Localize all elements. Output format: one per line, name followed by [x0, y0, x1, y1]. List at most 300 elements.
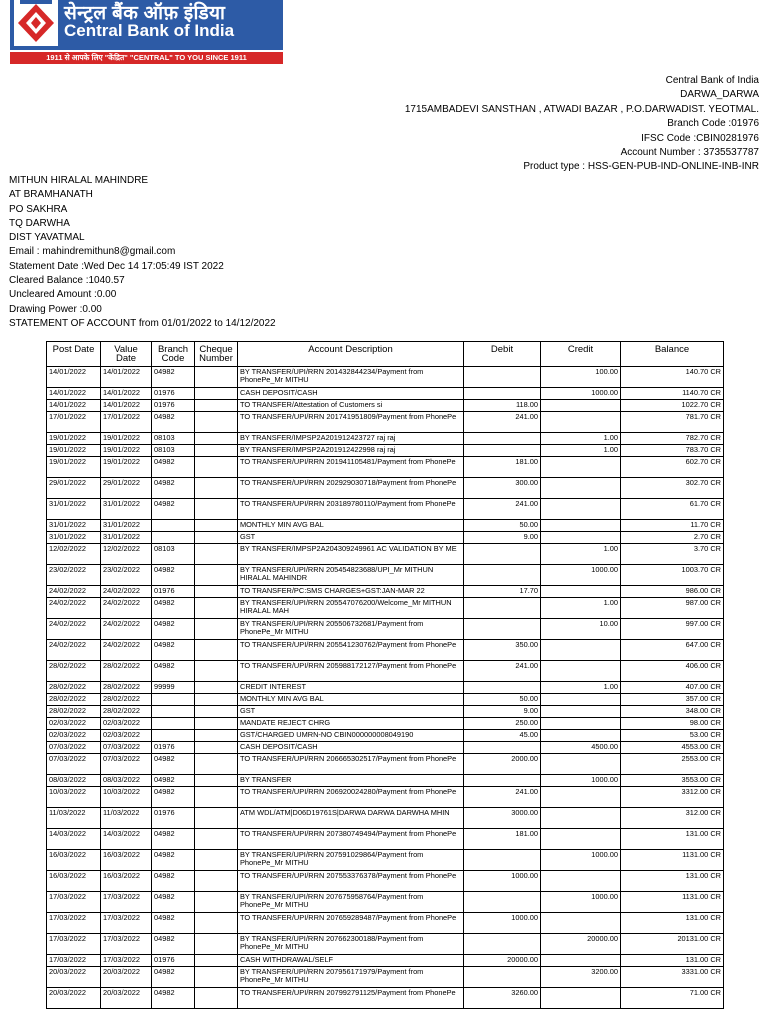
cell-cheque-number [195, 967, 238, 988]
cell-description: CREDIT INTEREST [238, 682, 464, 694]
cell-cheque-number [195, 598, 238, 619]
cell-post-date: 28/02/2022 [47, 694, 101, 706]
cell-value-date: 28/02/2022 [101, 661, 152, 682]
cell-balance: 11.70 CR [621, 520, 724, 532]
cell-value-date: 20/03/2022 [101, 967, 152, 988]
table-row [47, 730, 724, 742]
cell-description: GST [238, 706, 464, 718]
table-row [47, 808, 724, 829]
cell-branch-code: 01976 [152, 400, 195, 412]
cell-post-date: 24/02/2022 [47, 640, 101, 661]
logo-english-name: Central Bank of India [64, 21, 235, 40]
cell-balance: 782.70 CR [621, 433, 724, 445]
cell-cheque-number [195, 457, 238, 478]
cell-credit: 10.00 [541, 619, 621, 640]
ifsc-code: IFSC Code :CBIN0281976 [641, 132, 759, 144]
table-row [47, 787, 724, 808]
cell-description: TO TRANSFER/UPI/RRN 202929030718/Payment from PhonePe [238, 478, 464, 499]
cell-description: TO TRANSFER/UPI/RRN 207659289487/Payment from PhonePe [238, 913, 464, 934]
table-row [47, 619, 724, 640]
cell-description: BY TRANSFER/IMPSP2A204309249961 AC VALIDATION BY ME [238, 544, 464, 565]
cell-debit: 1000.00 [464, 913, 541, 934]
cell-cheque-number [195, 682, 238, 694]
cell-value-date: 14/01/2022 [101, 400, 152, 412]
cell-credit [541, 586, 621, 598]
cell-cheque-number [195, 412, 238, 433]
cell-debit [464, 565, 541, 586]
cell-balance: 1131.00 CR [621, 850, 724, 871]
cell-balance: 1140.70 CR [621, 388, 724, 400]
table-row [47, 520, 724, 532]
cell-credit: 1.00 [541, 598, 621, 619]
cell-branch-code: 04982 [152, 598, 195, 619]
table-row [47, 412, 724, 433]
cell-value-date: 29/01/2022 [101, 478, 152, 499]
cell-cheque-number [195, 433, 238, 445]
cell-debit [464, 388, 541, 400]
cell-credit [541, 412, 621, 433]
cell-value-date: 20/03/2022 [101, 988, 152, 1009]
cell-description: TO TRANSFER/UPI/RRN 207992791125/Payment from PhonePe [238, 988, 464, 1009]
cell-branch-code: 04982 [152, 829, 195, 850]
table-row [47, 640, 724, 661]
cell-credit [541, 718, 621, 730]
cell-cheque-number [195, 850, 238, 871]
cell-branch-code: 01976 [152, 586, 195, 598]
table-row [47, 934, 724, 955]
table-row [47, 871, 724, 892]
cell-cheque-number [195, 400, 238, 412]
cell-value-date: 23/02/2022 [101, 565, 152, 586]
cell-value-date: 17/03/2022 [101, 955, 152, 967]
column-header-cheque-number: Cheque Number [195, 342, 238, 367]
cell-description: BY TRANSFER/UPI/RRN 207956171979/Payment from PhonePe_Mr MITHU [238, 967, 464, 988]
cell-balance: 406.00 CR [621, 661, 724, 682]
cell-description: TO TRANSFER/UPI/RRN 205541230762/Payment from PhonePe [238, 640, 464, 661]
cell-description: GST [238, 532, 464, 544]
cell-post-date: 08/03/2022 [47, 775, 101, 787]
cell-debit [464, 544, 541, 565]
cell-debit [464, 850, 541, 871]
cell-branch-code: 04982 [152, 661, 195, 682]
cell-branch-code: 04982 [152, 754, 195, 775]
cleared-balance: Cleared Balance :1040.57 [9, 275, 125, 287]
cell-post-date: 07/03/2022 [47, 742, 101, 754]
cell-balance: 348.00 CR [621, 706, 724, 718]
cell-description: CASH DEPOSIT/CASH [238, 742, 464, 754]
cell-debit [464, 742, 541, 754]
cell-debit: 20000.00 [464, 955, 541, 967]
cell-debit: 181.00 [464, 829, 541, 850]
cell-cheque-number [195, 808, 238, 829]
cell-post-date: 23/02/2022 [47, 565, 101, 586]
cell-balance: 781.70 CR [621, 412, 724, 433]
cell-cheque-number [195, 388, 238, 400]
cell-debit [464, 619, 541, 640]
cell-cheque-number [195, 730, 238, 742]
column-header-balance: Balance [621, 342, 724, 367]
cell-branch-code: 04982 [152, 850, 195, 871]
table-row [47, 367, 724, 388]
cell-description: BY TRANSFER/IMPSP2A201912422998 raj raj [238, 445, 464, 457]
table-row [47, 598, 724, 619]
cell-balance: 357.00 CR [621, 694, 724, 706]
cell-description: TO TRANSFER/UPI/RRN 207553376378/Payment from PhonePe [238, 871, 464, 892]
cell-cheque-number [195, 694, 238, 706]
cell-value-date: 17/03/2022 [101, 913, 152, 934]
cell-post-date: 24/02/2022 [47, 586, 101, 598]
cell-branch-code: 01976 [152, 955, 195, 967]
cell-description: TO TRANSFER/UPI/RRN 201941105481/Payment from PhonePe [238, 457, 464, 478]
cell-debit: 50.00 [464, 520, 541, 532]
table-row [47, 955, 724, 967]
cell-credit: 4500.00 [541, 742, 621, 754]
cell-post-date: 31/01/2022 [47, 520, 101, 532]
cell-debit [464, 775, 541, 787]
cell-description: MONTHLY MIN AVG BAL [238, 694, 464, 706]
cell-cheque-number [195, 913, 238, 934]
cell-credit [541, 499, 621, 520]
cell-balance: 1131.00 CR [621, 892, 724, 913]
customer-name: MITHUN HIRALAL MAHINDRE [9, 175, 149, 186]
cell-value-date: 28/02/2022 [101, 694, 152, 706]
cell-debit [464, 934, 541, 955]
cell-balance: 997.00 CR [621, 619, 724, 640]
cell-branch-code [152, 730, 195, 742]
cell-cheque-number [195, 520, 238, 532]
cell-value-date: 17/03/2022 [101, 892, 152, 913]
cell-value-date: 14/01/2022 [101, 367, 152, 388]
cell-description: TO TRANSFER/UPI/RRN 201741951809/Payment from PhonePe [238, 412, 464, 433]
cell-cheque-number [195, 787, 238, 808]
cell-branch-code: 04982 [152, 934, 195, 955]
cell-branch-code: 01976 [152, 808, 195, 829]
cell-credit [541, 730, 621, 742]
cell-branch-code [152, 532, 195, 544]
cell-balance: 131.00 CR [621, 955, 724, 967]
table-row [47, 829, 724, 850]
cell-credit [541, 955, 621, 967]
cell-balance: 602.70 CR [621, 457, 724, 478]
cell-balance: 131.00 CR [621, 913, 724, 934]
table-row [47, 892, 724, 913]
cell-description: MANDATE REJECT CHRG [238, 718, 464, 730]
cell-post-date: 14/01/2022 [47, 367, 101, 388]
cell-post-date: 19/01/2022 [47, 445, 101, 457]
cell-description: BY TRANSFER/IMPSP2A201912423727 raj raj [238, 433, 464, 445]
cell-balance: 98.00 CR [621, 718, 724, 730]
cell-balance: 647.00 CR [621, 640, 724, 661]
cell-branch-code: 04982 [152, 457, 195, 478]
cell-debit: 241.00 [464, 412, 541, 433]
cell-branch-code: 04982 [152, 640, 195, 661]
table-row [47, 478, 724, 499]
cell-description: BY TRANSFER/UPI/RRN 205454823688/UPI_Mr MITHUN HIRALAL MAHINDR [238, 565, 464, 586]
cell-cheque-number [195, 871, 238, 892]
cell-cheque-number [195, 565, 238, 586]
cell-credit: 1.00 [541, 682, 621, 694]
cell-cheque-number [195, 988, 238, 1009]
cell-balance: 131.00 CR [621, 871, 724, 892]
cell-description: BY TRANSFER/UPI/RRN 207662300188/Payment from PhonePe_Mr MITHU [238, 934, 464, 955]
cell-balance: 20131.00 CR [621, 934, 724, 955]
cell-balance: 61.70 CR [621, 499, 724, 520]
table-row [47, 388, 724, 400]
bank-logo [10, 0, 283, 64]
cell-post-date: 16/03/2022 [47, 871, 101, 892]
cell-credit: 100.00 [541, 367, 621, 388]
cell-post-date: 12/02/2022 [47, 544, 101, 565]
cell-description: BY TRANSFER/UPI/RRN 205506732681/Payment from PhonePe_Mr MITHU [238, 619, 464, 640]
cell-value-date: 19/01/2022 [101, 433, 152, 445]
cell-description: TO TRANSFER/UPI/RRN 206665302517/Payment from PhonePe [238, 754, 464, 775]
cell-value-date: 14/01/2022 [101, 388, 152, 400]
cell-post-date: 14/01/2022 [47, 388, 101, 400]
cell-value-date: 31/01/2022 [101, 520, 152, 532]
cell-value-date: 16/03/2022 [101, 850, 152, 871]
cell-post-date: 24/02/2022 [47, 598, 101, 619]
cell-post-date: 17/03/2022 [47, 955, 101, 967]
cell-post-date: 24/02/2022 [47, 619, 101, 640]
cell-debit: 350.00 [464, 640, 541, 661]
cell-description: BY TRANSFER [238, 775, 464, 787]
customer-address-line: DIST YAVATMAL [9, 232, 85, 244]
cell-value-date: 28/02/2022 [101, 682, 152, 694]
cell-post-date: 28/02/2022 [47, 682, 101, 694]
cell-cheque-number [195, 445, 238, 457]
cell-post-date: 02/03/2022 [47, 730, 101, 742]
cell-post-date: 17/01/2022 [47, 412, 101, 433]
branch-bank-name: Central Bank of India [665, 75, 759, 86]
table-header-row [47, 342, 724, 367]
cell-cheque-number [195, 586, 238, 598]
cell-credit [541, 661, 621, 682]
table-row [47, 706, 724, 718]
cell-value-date: 07/03/2022 [101, 754, 152, 775]
cell-post-date: 19/01/2022 [47, 457, 101, 478]
cell-credit: 20000.00 [541, 934, 621, 955]
cell-debit: 181.00 [464, 457, 541, 478]
table-row [47, 661, 724, 682]
cell-debit: 241.00 [464, 661, 541, 682]
cell-credit: 1000.00 [541, 565, 621, 586]
cell-post-date: 17/03/2022 [47, 913, 101, 934]
customer-details [9, 174, 276, 331]
column-header-branch-code: Branch Code [152, 342, 195, 367]
cell-value-date: 02/03/2022 [101, 718, 152, 730]
cell-cheque-number [195, 661, 238, 682]
table-row [47, 565, 724, 586]
cell-debit [464, 892, 541, 913]
cell-credit [541, 988, 621, 1009]
cell-debit: 2000.00 [464, 754, 541, 775]
cell-cheque-number [195, 934, 238, 955]
cell-value-date: 28/02/2022 [101, 706, 152, 718]
cell-post-date: 16/03/2022 [47, 850, 101, 871]
cell-balance: 2553.00 CR [621, 754, 724, 775]
cell-debit [464, 445, 541, 457]
cell-credit [541, 787, 621, 808]
cell-balance: 2.70 CR [621, 532, 724, 544]
cell-debit: 9.00 [464, 706, 541, 718]
cell-description: BY TRANSFER/UPI/RRN 205547076200/Welcome_Mr MITHUN HIRALAL MAH [238, 598, 464, 619]
cell-value-date: 16/03/2022 [101, 871, 152, 892]
cell-cheque-number [195, 754, 238, 775]
cell-post-date: 17/03/2022 [47, 892, 101, 913]
cell-value-date: 17/03/2022 [101, 934, 152, 955]
cell-debit: 250.00 [464, 718, 541, 730]
cell-debit: 241.00 [464, 787, 541, 808]
table-row [47, 775, 724, 787]
cell-value-date: 19/01/2022 [101, 457, 152, 478]
cell-post-date: 07/03/2022 [47, 754, 101, 775]
cell-credit: 1000.00 [541, 892, 621, 913]
cell-cheque-number [195, 640, 238, 661]
cell-credit [541, 532, 621, 544]
cell-branch-code: 08103 [152, 445, 195, 457]
cell-balance: 1003.70 CR [621, 565, 724, 586]
cell-balance: 986.00 CR [621, 586, 724, 598]
cell-branch-code: 04982 [152, 478, 195, 499]
cell-description: TO TRANSFER/Attestation of Customers si [238, 400, 464, 412]
cell-post-date: 20/03/2022 [47, 967, 101, 988]
cell-credit [541, 457, 621, 478]
cell-value-date: 24/02/2022 [101, 619, 152, 640]
cell-branch-code: 04982 [152, 499, 195, 520]
cell-credit [541, 913, 621, 934]
table-row [47, 544, 724, 565]
cell-cheque-number [195, 706, 238, 718]
cell-value-date: 24/02/2022 [101, 640, 152, 661]
cell-debit [464, 682, 541, 694]
cell-cheque-number [195, 955, 238, 967]
cell-post-date: 10/03/2022 [47, 787, 101, 808]
table-row [47, 913, 724, 934]
cell-post-date: 31/01/2022 [47, 532, 101, 544]
product-type: Product type : HSS-GEN-PUB-IND-ONLINE-INB-INR [523, 161, 759, 173]
cell-balance: 407.00 CR [621, 682, 724, 694]
statement-date: Statement Date :Wed Dec 14 17:05:49 IST 2022 [9, 260, 224, 272]
cell-branch-code: 01976 [152, 742, 195, 754]
customer-email: Email : mahindremithun8@gmail.com [9, 246, 176, 258]
branch-details [405, 74, 759, 175]
cell-cheque-number [195, 532, 238, 544]
table-row [47, 499, 724, 520]
cell-value-date: 24/02/2022 [101, 598, 152, 619]
cell-credit [541, 694, 621, 706]
cell-cheque-number [195, 499, 238, 520]
cell-credit [541, 400, 621, 412]
cell-debit: 300.00 [464, 478, 541, 499]
cell-balance: 3312.00 CR [621, 787, 724, 808]
cell-branch-code: 04982 [152, 988, 195, 1009]
cell-balance: 3331.00 CR [621, 967, 724, 988]
table-row [47, 988, 724, 1009]
cell-cheque-number [195, 775, 238, 787]
table-row [47, 400, 724, 412]
cell-debit [464, 433, 541, 445]
cell-post-date: 14/01/2022 [47, 400, 101, 412]
cell-value-date: 24/02/2022 [101, 586, 152, 598]
cell-credit: 1.00 [541, 445, 621, 457]
cell-post-date: 28/02/2022 [47, 661, 101, 682]
cell-balance: 3.70 CR [621, 544, 724, 565]
column-header-debit: Debit [464, 342, 541, 367]
cell-debit: 9.00 [464, 532, 541, 544]
column-header-post-date: Post Date [47, 342, 101, 367]
cell-balance: 312.00 CR [621, 808, 724, 829]
cell-value-date: 14/03/2022 [101, 829, 152, 850]
cell-value-date: 12/02/2022 [101, 544, 152, 565]
cell-value-date: 08/03/2022 [101, 775, 152, 787]
cell-credit [541, 478, 621, 499]
cell-value-date: 10/03/2022 [101, 787, 152, 808]
cell-credit [541, 640, 621, 661]
cell-cheque-number [195, 367, 238, 388]
table-row [47, 694, 724, 706]
table-row [47, 445, 724, 457]
column-header-value-date: Value Date [101, 342, 152, 367]
cell-debit: 3260.00 [464, 988, 541, 1009]
cell-credit [541, 754, 621, 775]
cell-cheque-number [195, 619, 238, 640]
cell-credit: 1000.00 [541, 775, 621, 787]
cell-credit: 1.00 [541, 544, 621, 565]
cell-description: TO TRANSFER/UPI/RRN 206920024280/Payment from PhonePe [238, 787, 464, 808]
cell-cheque-number [195, 718, 238, 730]
account-number: Account Number : 3735537787 [620, 147, 759, 159]
drawing-power: Drawing Power :0.00 [9, 303, 102, 315]
cell-description: MONTHLY MIN AVG BAL [238, 520, 464, 532]
cell-credit: 3200.00 [541, 967, 621, 988]
cell-credit [541, 829, 621, 850]
cell-branch-code: 04982 [152, 565, 195, 586]
column-header-credit: Credit [541, 342, 621, 367]
cell-branch-code: 04982 [152, 871, 195, 892]
cell-value-date: 31/01/2022 [101, 532, 152, 544]
cell-debit: 1000.00 [464, 871, 541, 892]
cell-cheque-number [195, 742, 238, 754]
cell-description: ATM WDL/ATM|D06D19761S|DARWA DARWA DARWHA MHIN [238, 808, 464, 829]
cell-debit: 118.00 [464, 400, 541, 412]
cell-cheque-number [195, 892, 238, 913]
cell-branch-code: 04982 [152, 619, 195, 640]
cell-description: CASH WITHDRAWAL/SELF [238, 955, 464, 967]
cell-credit [541, 520, 621, 532]
logo-hindi-name: सेन्ट्रल बैंक ऑफ़ इंडिया [64, 3, 226, 24]
cell-value-date: 31/01/2022 [101, 499, 152, 520]
logo-banner [10, 0, 283, 50]
cell-post-date: 29/01/2022 [47, 478, 101, 499]
cell-branch-code [152, 718, 195, 730]
cell-debit [464, 598, 541, 619]
branch-code: Branch Code :01976 [667, 118, 759, 130]
table-row [47, 586, 724, 598]
cell-balance: 1022.70 CR [621, 400, 724, 412]
cell-description: GST/CHARGED UMRN-NO CBIN000000008049190 [238, 730, 464, 742]
cell-post-date: 20/03/2022 [47, 988, 101, 1009]
cell-credit: 1000.00 [541, 850, 621, 871]
table-row [47, 682, 724, 694]
cell-description: BY TRANSFER/UPI/RRN 207675958764/Payment from PhonePe_Mr MITHU [238, 892, 464, 913]
cell-value-date: 11/03/2022 [101, 808, 152, 829]
cell-branch-code: 08103 [152, 544, 195, 565]
customer-address-line: PO SAKHRA [9, 203, 68, 215]
cell-post-date: 17/03/2022 [47, 934, 101, 955]
cell-debit: 3000.00 [464, 808, 541, 829]
cell-balance: 302.70 CR [621, 478, 724, 499]
cell-post-date: 14/03/2022 [47, 829, 101, 850]
